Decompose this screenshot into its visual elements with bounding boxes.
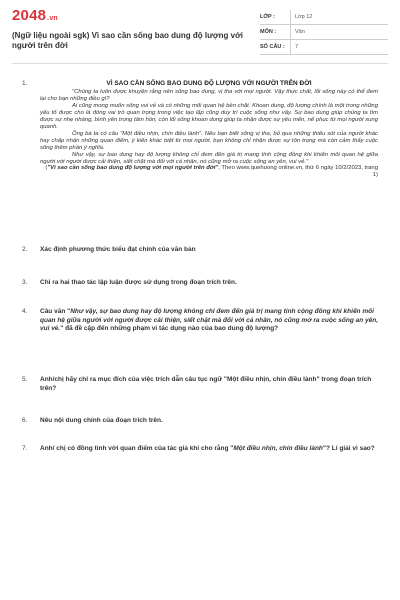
question-2: [22, 246, 382, 255]
question-5: [22, 376, 382, 393]
meta-value: Lớp 12: [290, 10, 388, 24]
header-left: [12, 8, 247, 55]
question-number: 6.: [22, 417, 28, 424]
question-6: [22, 417, 382, 426]
meta-table: [260, 10, 388, 55]
question-number: 1.: [22, 80, 28, 87]
question-number: 2.: [22, 246, 28, 253]
header-divider: [12, 63, 388, 64]
passage-paragraph: Ai cũng mong muốn sống vui vẻ và có những mối quan hệ bền chặt. Khoan dung, độ lượng chính là một trong những yếu tố được cho là đóng vai trò quan trọng trong việc tạo lập cũng duy trì cuộc sống như vậy. Sự bao dung giúp chúng ta tìm được sự nhẹ nhàng, bình yên trong tâm hồn, còn lối sống khoan dung giúp ta nhận được sự yêu mến, nể phục từ mọi người xung quanh.: [40, 102, 378, 130]
question-text-pre: Câu văn ": [40, 308, 71, 315]
site-logo[interactable]: [12, 8, 247, 27]
question-text: Nêu nội dung chính của đoạn trích trên.: [40, 417, 163, 424]
meta-value: Văn: [290, 25, 388, 39]
passage-paragraph: Ông bà ta có câu "Một điều nhịn, chín điều lành". Nếu bạn biết sống vị tha, bỏ qua những thiếu sót của người khác hay chấp nhận những quan điểm, ý kiến khác biệt từ mọi người, bạn không chỉ nhận được sự tôn trọng mà còn cảm thấy cuộc sống thêm phần ý nghĩa.: [40, 130, 378, 151]
passage-paragraph: "Chúng ta luôn được khuyên rằng nên sống bao dung, vị tha với mọi người. Vậy thực chất, lối sống này có thể đem lại cho bạn những điều gì?: [40, 89, 378, 102]
meta-row-subject: [260, 25, 388, 40]
logo-main: 2048: [12, 7, 47, 24]
passage-title: VÌ SAO CẦN SỐNG BAO DUNG ĐỘ LƯỢNG VỚI NGƯỜI TRÊN ĐỜI: [106, 80, 312, 87]
question-text-post: " đã đề cập đến những phạm vi tác dụng nào của bao dung độ lượng?: [60, 325, 279, 333]
source-rest: , Theo www.quehuong online.vn, thứ 6 ngày 10/2/2023, trang 1): [218, 165, 378, 179]
meta-value: 7: [290, 40, 388, 54]
question-text: Chỉ ra hai thao tác lập luận được sử dụng trong đoạn trích trên.: [40, 279, 237, 286]
question-quote: Như vậy, sự bao dung hay độ lượng không chỉ đem đến giá trị mang tính cộng đồng khi khiến mối quan hệ giữa người với người được cải thiện, siết chặt mà đối với cá nhân, nó cũng mở ra cuộc sống an yên, vui vẻ.: [40, 308, 379, 333]
logo-suffix: .vn: [47, 15, 58, 22]
document-title: (Ngữ liệu ngoài sgk) Vì sao cần sống bao dung độ lượng với người trên đời: [12, 31, 243, 50]
question-quote: Một điều nhịn, chín điều lành: [233, 445, 323, 452]
question-number: 5.: [22, 376, 28, 383]
meta-row-class: [260, 10, 388, 25]
source-open: (: [45, 165, 48, 172]
question-1: [22, 80, 382, 179]
question-text: [40, 308, 382, 334]
meta-row-count: [260, 40, 388, 55]
question-text: [40, 445, 382, 454]
question-number: 4.: [22, 308, 28, 315]
question-text: Anh/chị hãy chỉ ra mục đích của việc trích dẫn câu tục ngữ "Một điều nhịn, chín điều lành" trong đoạn trích trên?: [40, 376, 372, 392]
question-4: [22, 308, 382, 334]
source-title: "Vì sao cần sống bao dung độ lượng với mọi người trên đời": [47, 165, 219, 172]
passage: [40, 80, 378, 179]
meta-label: LỚP :: [260, 14, 275, 20]
passage-paragraph: Như vậy, sự bao dung hay độ lượng không chỉ đem đến giá trị mang tính cộng đồng khi khiến mối quan hệ giữa người với người được cải thiện, siết chặt mà đối với cá nhân, nó cũng mở ra cuộc sống an yên, vui vẻ.": [40, 151, 378, 165]
meta-label: MÔN :: [260, 29, 277, 35]
question-number: 3.: [22, 279, 28, 286]
meta-label: SỐ CÂU :: [260, 44, 285, 50]
question-7: [22, 445, 382, 454]
question-text-pre: Anh/ chị có đồng tình với quan điểm của tác giả khi cho rằng ": [40, 445, 234, 452]
question-number: 7.: [22, 445, 28, 452]
question-text-post: "? Lí giải vì sao?: [322, 445, 375, 452]
passage-source: [40, 165, 378, 179]
document-header: [12, 8, 388, 55]
question-text: Xác định phương thức biểu đạt chính của văn bản: [40, 246, 196, 253]
question-3: [22, 279, 382, 288]
